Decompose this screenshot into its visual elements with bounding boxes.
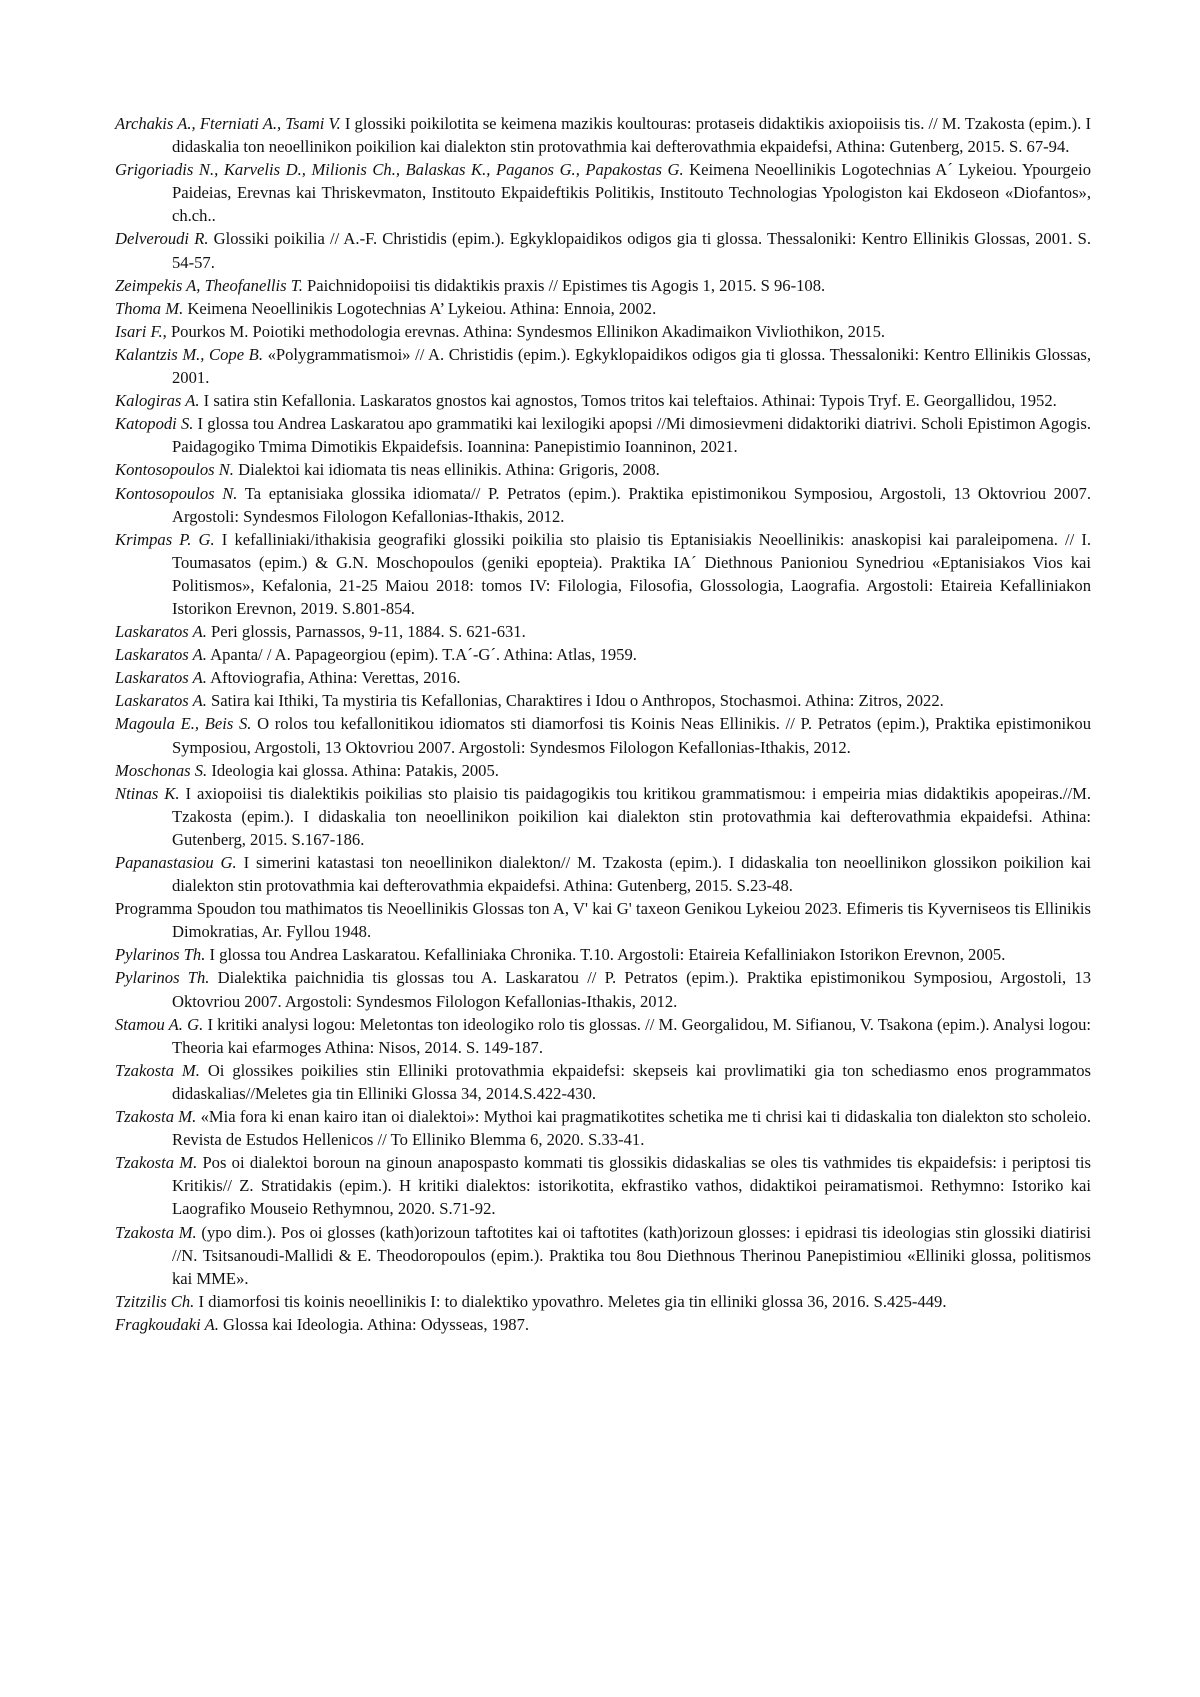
reference-entry: [115, 112, 1091, 158]
reference-entry: [115, 897, 1091, 943]
reference-entry: [115, 851, 1091, 897]
reference-text: I axiopoiisi tis dialektikis poikilias sto plaisio tis paidagogikis tou kritikou grammatismou: i empeiria mias didaktikis apopeiras.//M. Tzakosta (epim.). I didaskalia ton neoellinikon poikilion kai dialekton stin protovathmia kai defterovathmia ekpaidefsi. Athina: Gutenberg, 2015. S.167-186.: [172, 784, 1091, 849]
reference-author: Stamou A. G.: [115, 1015, 203, 1034]
reference-entry: [115, 158, 1091, 227]
reference-text: Ideologia kai glossa. Athina: Patakis, 2005.: [207, 761, 499, 780]
reference-author: Magoula E., Beis S.: [115, 714, 251, 733]
reference-text: Keimena Neoellinikis Logotechnias A´ Lykeiou. Ypourgeio Paideias, Erevnas kai Thriskevmaton, Institouto Ekpaideftikis Politikis, Institouto Technologias Ypologiston kai Ekdoseon «Diofantos», ch.ch..: [172, 160, 1091, 225]
reference-author: Kalogiras A.: [115, 391, 200, 410]
reference-text: Dialektika paichnidia tis glossas tou A. Laskaratou // P. Petratos (epim.). Praktika epistimonikou Symposiou, Argostoli, 13 Oktovriou 2007. Argostoli: Syndesmos Filologon Kefallonias-Ithakis, 2012.: [172, 968, 1091, 1010]
reference-entry: [115, 1059, 1091, 1105]
reference-author: Thoma M.: [115, 299, 183, 318]
reference-text: Pos oi dialektoi boroun na ginoun anapospasto kommati tis glossikis didaskalias se oles tis vathmides tis ekpaidefsis: i periptosi tis Kritikis// Z. Stratidakis (epim.). H kritiki dialektos: istorikotita, ekfrastiko vathos, didaktikoi peiramatismoi. Rethymno: Istoriko kai Laografiko Mouseio Rethymnou, 2020. S.71-92.: [172, 1153, 1091, 1218]
reference-entry: [115, 666, 1091, 689]
reference-text: Peri glossis, Parnassos, 9-11, 1884. S. 621-631.: [207, 622, 526, 641]
reference-text: I kefalliniaki/ithakisia geografiki glossiki poikilia sto plaisio tis Eptanisiakis Neoellinikis: anaskopisi kai paraleipomena. // I. Toumasatos (epim.) & G.N. Moschopoulos (geniki epopteia). Praktika IA´ Diethnous Panioniou Synedriou «Eptanisiakos Vios kai Politismos», Kefalonia, 21-25 Maiou 2018: tomos IV: Filologia, Filosofia, Glossologia, Laografia. Argostoli: Etaireia Kefalliniakon Istorikon Erevnon, 2019. S.801-854.: [172, 530, 1091, 618]
reference-text: I glossa tou Andrea Laskaratou. Kefalliniaka Chronika. T.10. Argostoli: Etaireia Kefalliniakon Istorikon Erevnon, 2005.: [205, 945, 1005, 964]
reference-entry: [115, 528, 1091, 620]
reference-author: Kalantzis M., Cope B.: [115, 345, 263, 364]
reference-author: Tzitzilis Ch.: [115, 1292, 194, 1311]
reference-author: Tzakosta M.: [115, 1061, 200, 1080]
reference-entry: [115, 1013, 1091, 1059]
reference-text: Oi glossikes poikilies stin Elliniki protovathmia ekpaidefsi: skepseis kai provlimatiki gia ton schediasmo enos programmatos didaskalias//Meletes gia tin Elliniki Glossa 34, 2014.S.422-430.: [172, 1061, 1091, 1103]
reference-author: Papanastasiou G.: [115, 853, 237, 872]
reference-author: Ntinas K.: [115, 784, 180, 803]
reference-author: Moschonas S.: [115, 761, 207, 780]
reference-author: Laskaratos A.: [115, 691, 207, 710]
reference-text: O rolos tou kefallonitikou idiomatos sti diamorfosi tis Koinis Neas Ellinikis. // P. Petratos (epim.), Praktika epistimonikou Symposiou, Argostoli, 13 Oktovriou 2007. Argostoli: Syndesmos Filologon Kefallonias-Ithakis, 2012.: [172, 714, 1091, 756]
reference-author: Grigoriadis N., Karvelis D., Milionis Ch., Balaskas K., Paganos G., Papakostas G.: [115, 160, 684, 179]
reference-author: Kontosopoulos N.: [115, 460, 234, 479]
reference-text: Paichnidopoiisi tis didaktikis praxis // Epistimes tis Agogis 1, 2015. S 96-108.: [303, 276, 825, 295]
reference-entry: [115, 689, 1091, 712]
reference-text: I glossa tou Andrea Laskaratou apo grammatiki kai lexilogiki apopsi //Mi dimosievmeni didaktoriki diatrivi. Scholi Epistimon Agogis. Paidagogiko Tmima Dimotikis Ekpaidefsis. Ioannina: Panepistimio Ioanninon, 2021.: [172, 414, 1091, 456]
reference-entry: [115, 1290, 1091, 1313]
reference-entry: [115, 227, 1091, 273]
reference-author: Tzakosta M.: [115, 1223, 197, 1242]
reference-entry: [115, 966, 1091, 1012]
reference-text: Glossiki poikilia // A.-F. Christidis (epim.). Egkyklopaidikos odigos gia ti glossa. Thessaloniki: Kentro Ellinikis Glossas, 2001. S. 54-57.: [172, 229, 1091, 271]
reference-author: Zeimpekis A, Theofanellis T.: [115, 276, 303, 295]
document-page: [0, 0, 1200, 1697]
reference-entry: [115, 1151, 1091, 1220]
reference-entry: [115, 274, 1091, 297]
reference-text: I simerini katastasi ton neoellinikon dialekton// M. Tzakosta (epim.). I didaskalia ton neoellinikon glossikon poikilion kai dialekton stin protovathmia kai defterovathmia ekpaidefsi. Athina: Gutenberg, 2015. S.23-48.: [172, 853, 1091, 895]
reference-text: Programma Spoudon tou mathimatos tis Neoellinikis Glossas ton A, V' kai G' taxeon Genikou Lykeiou 2023. Efimeris tis Kyverniseos tis Ellinikis Dimokratias, Ar. Fyllou 1948.: [115, 899, 1091, 941]
reference-entry: [115, 297, 1091, 320]
reference-author: Laskaratos A.: [115, 645, 207, 664]
reference-text: (ypo dim.). Pos oi glosses (kath)orizoun taftotites kai oi taftotites (kath)orizoun glosses: i epidrasi tis ideologias stin glossiki diatirisi //N. Tsitsanoudi-Mallidi & E. Theodoropoulos (epim.). Praktika tou 8ou Diethnous Therinou Panepistimiou «Elliniki glossa, politismos kai MME».: [172, 1223, 1091, 1288]
reference-entry: [115, 389, 1091, 412]
reference-entry: [115, 712, 1091, 758]
reference-author: Kontosopoulos N.: [115, 484, 237, 503]
reference-entry: [115, 643, 1091, 666]
reference-text: Ta eptanisiaka glossika idiomata// P. Petratos (epim.). Praktika epistimonikou Symposiou, Argostoli, 13 Oktovriou 2007. Argostoli: Syndesmos Filologon Kefallonias-Ithakis, 2012.: [172, 484, 1091, 526]
reference-author: Archakis A., Fterniati A., Tsami V.: [115, 114, 341, 133]
reference-entry: [115, 343, 1091, 389]
reference-list: [115, 112, 1091, 1336]
reference-text: Apanta/ / A. Papageorgiou (epim). T.A´-G´. Athina: Atlas, 1959.: [207, 645, 637, 664]
reference-entry: [115, 458, 1091, 481]
reference-entry: [115, 759, 1091, 782]
reference-author: Krimpas P. G.: [115, 530, 215, 549]
reference-entry: [115, 412, 1091, 458]
reference-entry: [115, 620, 1091, 643]
reference-text: I kritiki analysi logou: Meletontas ton ideologiko rolo tis glossas. // M. Georgalidou, M. Sifianou, V. Tsakona (epim.). Analysi logou: Theoria kai efarmoges Athina: Nisos, 2014. S. 149-187.: [172, 1015, 1091, 1057]
reference-author: Isari F.: [115, 322, 163, 341]
reference-text: Satira kai Ithiki, Ta mystiria tis Kefallonias, Charaktires i Idou o Anthropos, Stochasmoi. Athina: Zitros, 2022.: [207, 691, 944, 710]
reference-text: Aftoviografia, Athina: Verettas, 2016.: [207, 668, 461, 687]
reference-text: «Polygrammatismoi» // A. Christidis (epim.). Egkyklopaidikos odigos gia ti glossa. Thessaloniki: Kentro Ellinikis Glossas, 2001.: [172, 345, 1091, 387]
reference-text: I diamorfosi tis koinis neoellinikis I: to dialektiko ypovathro. Meletes gia tin elliniki glossa 36, 2016. S.425-449.: [194, 1292, 946, 1311]
reference-entry: [115, 482, 1091, 528]
reference-author: Katopodi S.: [115, 414, 193, 433]
reference-entry: [115, 1221, 1091, 1290]
reference-entry: [115, 782, 1091, 851]
reference-author: Tzakosta M.: [115, 1107, 196, 1126]
reference-author: Tzakosta M.: [115, 1153, 197, 1172]
reference-text: Dialektoi kai idiomata tis neas ellinikis. Athina: Grigoris, 2008.: [234, 460, 660, 479]
reference-author: Fragkoudaki A.: [115, 1315, 219, 1334]
reference-text: «Mia fora ki enan kairo itan oi dialektoi»: Mythoi kai pragmatikotites schetika me ti chrisi kai ti didaskalia ton dialekton sto scholeio. Revista de Estudos Hellenicos // To Elliniko Blemma 6, 2020. S.33-41.: [172, 1107, 1091, 1149]
reference-entry: [115, 1313, 1091, 1336]
reference-author: Laskaratos A.: [115, 622, 207, 641]
reference-text: Keimena Neoellinikis Logotechnias A’ Lykeiou. Athina: Ennoia, 2002.: [183, 299, 656, 318]
reference-text: I glossiki poikilotita se keimena mazikis koultouras: protaseis didaktikis axiopoiisis tis. // M. Tzakosta (epim.). I didaskalia ton neoellinikon poikilion kai dialekton stin protovathmia kai defterovathmia ekpaidefsi, Athina: Gutenberg, 2015. S. 67-94.: [172, 114, 1091, 156]
reference-text: Glossa kai Ideologia. Athina: Odysseas, 1987.: [219, 1315, 529, 1334]
reference-text: I satira stin Kefallonia. Laskaratos gnostos kai agnostos, Tomos tritos kai teleftaios. Athinai: Typois Tryf. E. Georgallidou, 1952.: [200, 391, 1057, 410]
reference-entry: [115, 320, 1091, 343]
reference-text: , Pourkos M. Poiotiki methodologia erevnas. Athina: Syndesmos Ellinikon Akadimaikon Vivliothikon, 2015.: [163, 322, 885, 341]
reference-author: Pylarinos Th.: [115, 968, 209, 987]
reference-author: Pylarinos Th.: [115, 945, 205, 964]
reference-entry: [115, 1105, 1091, 1151]
reference-author: Delveroudi R.: [115, 229, 208, 248]
reference-author: Laskaratos A.: [115, 668, 207, 687]
reference-entry: [115, 943, 1091, 966]
